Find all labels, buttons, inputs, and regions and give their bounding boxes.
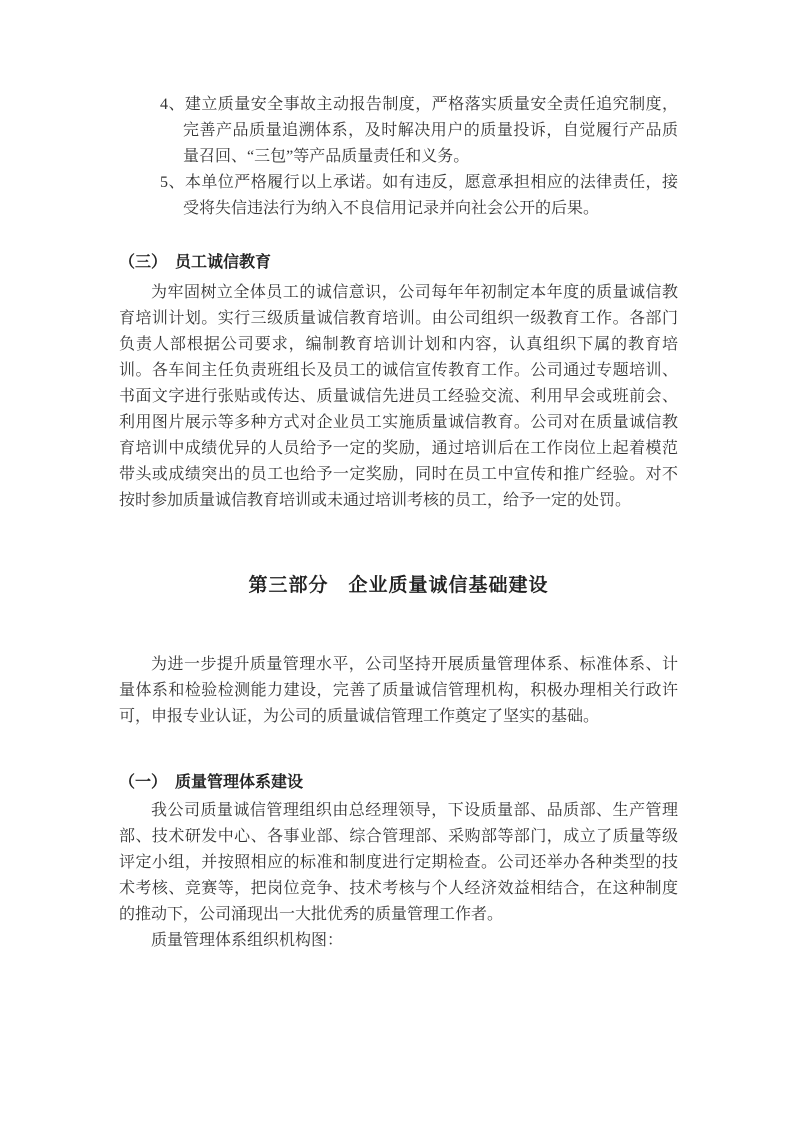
- section-heading-employee-integrity-education: （三） 员工诚信教育: [119, 254, 272, 271]
- list-item: [119, 92, 678, 170]
- list-item: [119, 170, 678, 222]
- list-item-text: 本单位严格履行以上承诺。如有违反，愿意承担相应的法律责任，接受将失信违法行为纳入不良信用记录并向社会公开的后果。: [183, 174, 678, 217]
- paragraph-employee-integrity-education: 为牢固树立全体员工的诚信意识，公司每年年初制定本年度的质量诚信教育培训计划。实行三级质量诚信教育培训。由公司组织一级教育工作。各部门负责人部根据公司要求，编制教育培训计划和内容，认真组织下属的教育培训。各车间主任负责班组长及员工的诚信宣传教育工作。公司通过专题培训、书面文字进行张贴或传达、质量诚信先进员工经验交流、利用早会或班前会、利用图片展示等多种方式对企业员工实施质量诚信教育。公司对在质量诚信教育培训中成绩优异的人员给予一定的奖励，通过培训后在工作岗位上起着模范带头或成绩突出的员工也给予一定奖励，同时在员工中宣传和推广经验。对不按时参加质量诚信教育培训或未通过培训考核的员工，给予一定的处罚。: [119, 284, 678, 509]
- section-heading-quality-management-system: （一） 质量管理体系建设: [119, 774, 304, 791]
- paragraph-part3-intro: 为进一步提升质量管理水平，公司坚持开展质量管理体系、标准体系、计量体系和检验检测能力建设，完善了质量诚信管理机构，积极办理相关行政许可，申报专业认证，为公司的质量诚信管理工作奠定了坚实的基础。: [119, 656, 678, 725]
- commitment-list: [119, 92, 678, 222]
- chapter-heading-part3: 第三部分 企业质量诚信基础建设: [248, 575, 549, 596]
- figure-caption-org-chart: 质量管理体系组织机构图：: [151, 932, 344, 949]
- paragraph-quality-management-system: 我公司质量诚信管理组织由总经理领导，下设质量部、品质部、生产管理部、技术研发中心、各事业部、综合管理部、采购部等部门，成立了质量等级评定小组，并按照相应的标准和制度进行定期检查。公司还举办各种类型的技术考核、竞赛等，把岗位竞争、技术考核与个人经济效益相结合，在这种制度的推动下，公司涌现出一大批优秀的质量管理工作者。: [119, 802, 678, 923]
- list-item-number: 4、: [160, 96, 185, 113]
- list-item-number: 5、: [160, 174, 185, 191]
- list-item-text: 建立质量安全事故主动报告制度，严格落实质量安全责任追究制度，完善产品质量追溯体系，及时解决用户的质量投诉，自觉履行产品质量召回、“三包”等产品质量责任和义务。: [183, 96, 678, 165]
